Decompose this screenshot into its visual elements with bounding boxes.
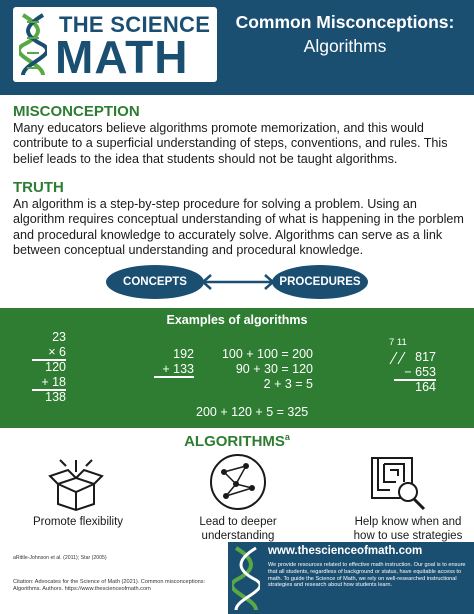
footer-description: We provide resources related to effective math instruction. Our goal is to ensure that all students, regardless of background or status, have equitable access to math. To guide the Science of Math, we rely on well-researched instructional strategies and research about how students learn. bbox=[268, 562, 466, 589]
mult-line-2: × 6 bbox=[48, 345, 66, 359]
partial-sum-3: 2 + 3 = 5 bbox=[263, 377, 313, 391]
double-arrow-icon bbox=[197, 272, 279, 292]
algorithms-item-3-label: Help know when and how to use strategies bbox=[353, 516, 463, 542]
algorithms-heading: ALGORITHMS$^a$ bbox=[184, 432, 290, 450]
mult-line-5: 138 bbox=[45, 390, 66, 404]
add-rule bbox=[154, 376, 194, 378]
truth-text: An algorithm is a step-by-step procedure for solving a problem. Using an algorithm requires conceptual understanding of what is happening in the porblem and procedural knowledge to accurately solve. Algorithms can serve as a link between conceptual understanding and procedural knowledge. bbox=[13, 197, 464, 258]
add-line-1: 192 bbox=[173, 347, 194, 361]
procedures-oval: PROCEDURES bbox=[272, 265, 368, 299]
add-line-2: + 133 bbox=[162, 362, 194, 376]
algorithms-item-2-label: Lead to deeper understanding bbox=[199, 516, 277, 542]
footer-left-panel bbox=[0, 542, 228, 614]
footer-dna-icon bbox=[232, 546, 260, 612]
strike-marks bbox=[388, 351, 414, 365]
sub-result: 164 bbox=[415, 380, 436, 394]
sub-regroup: 7 11 bbox=[389, 337, 407, 348]
sub-minus: − 653 bbox=[404, 365, 436, 379]
dna-icon bbox=[19, 13, 47, 77]
logo[interactable] bbox=[13, 7, 248, 83]
examples-title: Examples of algorithms bbox=[166, 313, 308, 327]
reference-note: aRittle-Johnson et al. (2011); Star (2005) bbox=[13, 555, 107, 561]
mult-line-1: 23 bbox=[52, 330, 66, 344]
partial-sum-2: 90 + 30 = 120 bbox=[235, 362, 313, 376]
mult-line-3: 120 bbox=[45, 360, 66, 374]
maze-search-icon bbox=[366, 454, 428, 512]
website-link[interactable]: www.thescienceofmath.com bbox=[268, 545, 423, 557]
network-globe-icon bbox=[208, 452, 268, 512]
algorithms-item-1-label: Promote flexibility bbox=[32, 516, 124, 528]
sub-top: 817 bbox=[415, 350, 436, 364]
truth-heading: TRUTH bbox=[13, 179, 64, 196]
total-sum: 200 + 120 + 5 = 325 bbox=[196, 405, 309, 419]
partial-sum-1: 100 + 100 = 200 bbox=[221, 347, 313, 361]
mult-line-4: + 18 bbox=[41, 375, 66, 389]
misconception-text: Many educators believe algorithms promote memorization, and this would contribute to a superficial understanding of steps, conventions, and rules. This belief leads to the idea that students should not be taught algorithms. bbox=[13, 121, 448, 166]
page-title: Common Misconceptions: bbox=[235, 12, 455, 32]
logo-top-text: THE SCIENCE OF bbox=[59, 12, 248, 37]
box-icon bbox=[48, 456, 104, 512]
logo-math-text: MATH bbox=[55, 31, 189, 83]
concepts-oval: CONCEPTS bbox=[106, 265, 204, 299]
misconception-heading: MISCONCEPTION bbox=[13, 103, 140, 120]
citation-text: Citation: Advocates for the Science of Math (2021). Common misconceptions: Algorithms. Authors. https://www.thescienceofmath.com bbox=[13, 579, 206, 592]
page-subtitle: Algorithms bbox=[303, 36, 387, 56]
